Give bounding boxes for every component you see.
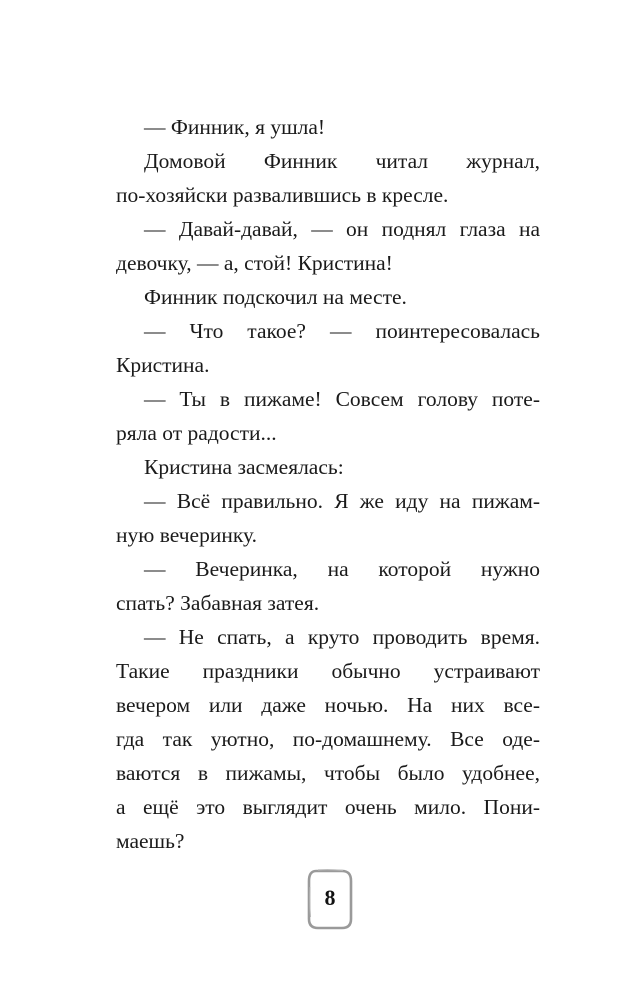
text-line: вечером или даже ночью. На них все- bbox=[116, 693, 540, 717]
text-line: — Что такое? — поинтересовалась bbox=[144, 319, 540, 343]
text-line: гда так уютно, по-домашнему. Все оде- bbox=[116, 727, 540, 751]
body-text bbox=[116, 110, 540, 858]
text-line: ную вечеринку. bbox=[116, 523, 257, 547]
text-line: — Всё правильно. Я же иду на пижам- bbox=[144, 489, 540, 513]
text-line: а ещё это выглядит очень мило. Пони- bbox=[116, 795, 540, 819]
text-line: — Вечеринка, на которой нужно bbox=[144, 557, 540, 581]
text-line: маешь? bbox=[116, 829, 185, 853]
text-line: девочку, — а, стой! Кристина! bbox=[116, 251, 393, 275]
page-number: 8 bbox=[324, 885, 336, 910]
text-line: Кристина засмеялась: bbox=[144, 455, 344, 479]
page-number-frame bbox=[306, 867, 354, 933]
text-line: ваются в пижамы, чтобы было удобнее, bbox=[116, 761, 540, 785]
text-line: по-хозяйски развалившись в кресле. bbox=[116, 183, 449, 207]
text-line: — Давай-давай, — он поднял глаза на bbox=[144, 217, 540, 241]
text-line: — Не спать, а круто проводить время. bbox=[144, 625, 540, 649]
text-line: Финник подскочил на месте. bbox=[144, 285, 407, 309]
text-line: ряла от радости... bbox=[116, 421, 277, 445]
text-line: Такие праздники обычно устраивают bbox=[116, 659, 540, 683]
text-line: Кристина. bbox=[116, 353, 210, 377]
text-line: — Ты в пижаме! Совсем голову поте- bbox=[144, 387, 540, 411]
text-line: спать? Забавная затея. bbox=[116, 591, 320, 615]
text-line: — Финник, я ушла! bbox=[144, 115, 326, 139]
text-line: Домовой Финник читал журнал, bbox=[144, 149, 540, 173]
